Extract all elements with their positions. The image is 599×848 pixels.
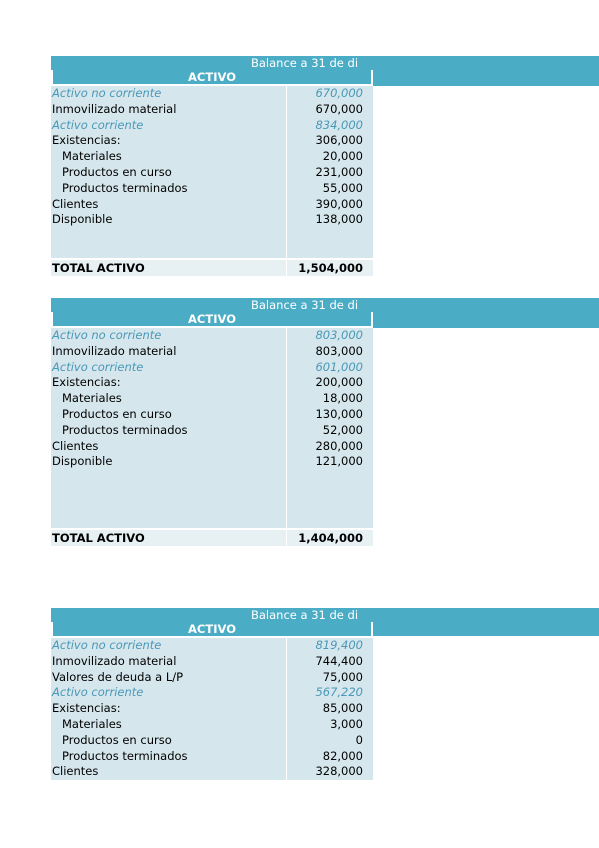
row-value: 819,400: [286, 638, 373, 654]
row-label: Inmovilizado material: [52, 653, 177, 668]
row-label: Clientes: [52, 196, 99, 211]
balance-sheet-2: [51, 298, 599, 546]
table-row: [51, 670, 373, 686]
row-value: 328,000: [286, 764, 373, 780]
table-row: [51, 212, 373, 228]
activo-header: ACTIVO: [51, 70, 373, 86]
balance-title: Balance a 31 de di: [251, 608, 359, 622]
balance-title-bar: [51, 298, 599, 312]
blank-cell: [51, 228, 286, 258]
row-label: Existencias:: [52, 133, 121, 148]
row-value: 834,000: [286, 118, 373, 134]
header-bar-extension: [373, 622, 599, 636]
table-row: [51, 118, 373, 134]
table-row: [51, 375, 373, 391]
activo-header: ACTIVO: [51, 312, 373, 328]
table-row: [51, 454, 373, 470]
row-value: 200,000: [286, 375, 373, 391]
table-row: [51, 423, 373, 439]
blank-cell: [51, 470, 286, 528]
total-row: [51, 258, 373, 276]
table-row: [51, 439, 373, 455]
row-label: Activo no corriente: [52, 86, 162, 100]
balance-title-bar: [51, 608, 599, 622]
total-row: [51, 528, 373, 546]
table-row: [51, 149, 373, 165]
row-label: Productos terminados: [62, 422, 188, 437]
table-row: [51, 749, 373, 765]
row-label: Valores de deuda a L/P: [52, 669, 184, 684]
activo-header-row: [51, 622, 599, 638]
table-row: [51, 181, 373, 197]
row-value: 3,000: [286, 717, 373, 733]
row-label: Existencias:: [52, 375, 121, 390]
row-label: Existencias:: [52, 701, 121, 716]
row-label: Activo corriente: [52, 117, 144, 132]
total-label: TOTAL ACTIVO: [52, 261, 145, 276]
table-row: [51, 407, 373, 423]
row-value: 85,000: [286, 701, 373, 717]
row-value: 306,000: [286, 133, 373, 149]
asset-table: [51, 86, 373, 258]
header-bar-extension: [373, 312, 599, 328]
row-value: 280,000: [286, 439, 373, 455]
balance-title-bar: [51, 56, 599, 70]
row-value: 18,000: [286, 391, 373, 407]
row-value: 390,000: [286, 197, 373, 213]
activo-header: ACTIVO: [51, 622, 373, 638]
balance-title: Balance a 31 de di: [251, 298, 359, 312]
row-label: Productos en curso: [62, 406, 172, 421]
row-label: Productos terminados: [62, 180, 188, 195]
balance-title: Balance a 31 de di: [251, 56, 359, 70]
table-row: [51, 360, 373, 376]
table-row: [51, 344, 373, 360]
blank-cell: [286, 228, 373, 258]
row-value: 52,000: [286, 423, 373, 439]
row-label: Productos en curso: [62, 732, 172, 747]
blank-cell: [286, 470, 373, 528]
row-label: Activo corriente: [52, 359, 144, 374]
row-value: 0: [286, 733, 373, 749]
row-label: Materiales: [62, 149, 122, 164]
row-value: 138,000: [286, 212, 373, 228]
row-value: 670,000: [286, 102, 373, 118]
row-label: Activo corriente: [52, 685, 144, 700]
row-value: 55,000: [286, 181, 373, 197]
header-bar-extension: [373, 70, 599, 86]
total-label: TOTAL ACTIVO: [52, 531, 145, 546]
row-label: Activo no corriente: [52, 638, 162, 652]
row-value: 130,000: [286, 407, 373, 423]
blank-area: [51, 228, 373, 258]
total-value: 1,404,000: [286, 530, 373, 546]
total-value: 1,504,000: [286, 260, 373, 276]
row-value: 121,000: [286, 454, 373, 470]
table-row: [51, 764, 373, 780]
row-label: Disponible: [52, 454, 113, 469]
balance-sheet-1: [51, 56, 599, 276]
row-value: 803,000: [286, 328, 373, 344]
table-row: [51, 685, 373, 701]
row-label: Inmovilizado material: [52, 343, 177, 358]
row-value: 20,000: [286, 149, 373, 165]
row-label: Clientes: [52, 438, 99, 453]
row-label: Productos terminados: [62, 748, 188, 763]
balance-sheet-3: [51, 608, 599, 780]
row-value: 744,400: [286, 654, 373, 670]
table-row: [51, 654, 373, 670]
activo-header-row: [51, 70, 599, 86]
row-value: 75,000: [286, 670, 373, 686]
table-row: [51, 102, 373, 118]
row-label: Inmovilizado material: [52, 101, 177, 116]
row-label: Productos en curso: [62, 164, 172, 179]
row-label: Materiales: [62, 716, 122, 731]
asset-table: [51, 328, 373, 528]
row-value: 567,220: [286, 685, 373, 701]
table-row: [51, 733, 373, 749]
table-row: [51, 165, 373, 181]
table-row: [51, 391, 373, 407]
table-row: [51, 86, 373, 102]
row-label: Disponible: [52, 212, 113, 227]
row-label: Clientes: [52, 764, 99, 779]
table-row: [51, 701, 373, 717]
blank-area: [51, 470, 373, 528]
activo-header-row: [51, 312, 599, 328]
table-row: [51, 133, 373, 149]
row-value: 601,000: [286, 360, 373, 376]
row-value: 803,000: [286, 344, 373, 360]
table-row: [51, 638, 373, 654]
row-label: Materiales: [62, 391, 122, 406]
row-value: 82,000: [286, 749, 373, 765]
table-row: [51, 328, 373, 344]
table-row: [51, 717, 373, 733]
row-label: Activo no corriente: [52, 328, 162, 342]
row-value: 231,000: [286, 165, 373, 181]
row-value: 670,000: [286, 86, 373, 102]
table-row: [51, 197, 373, 213]
asset-table: [51, 638, 373, 780]
